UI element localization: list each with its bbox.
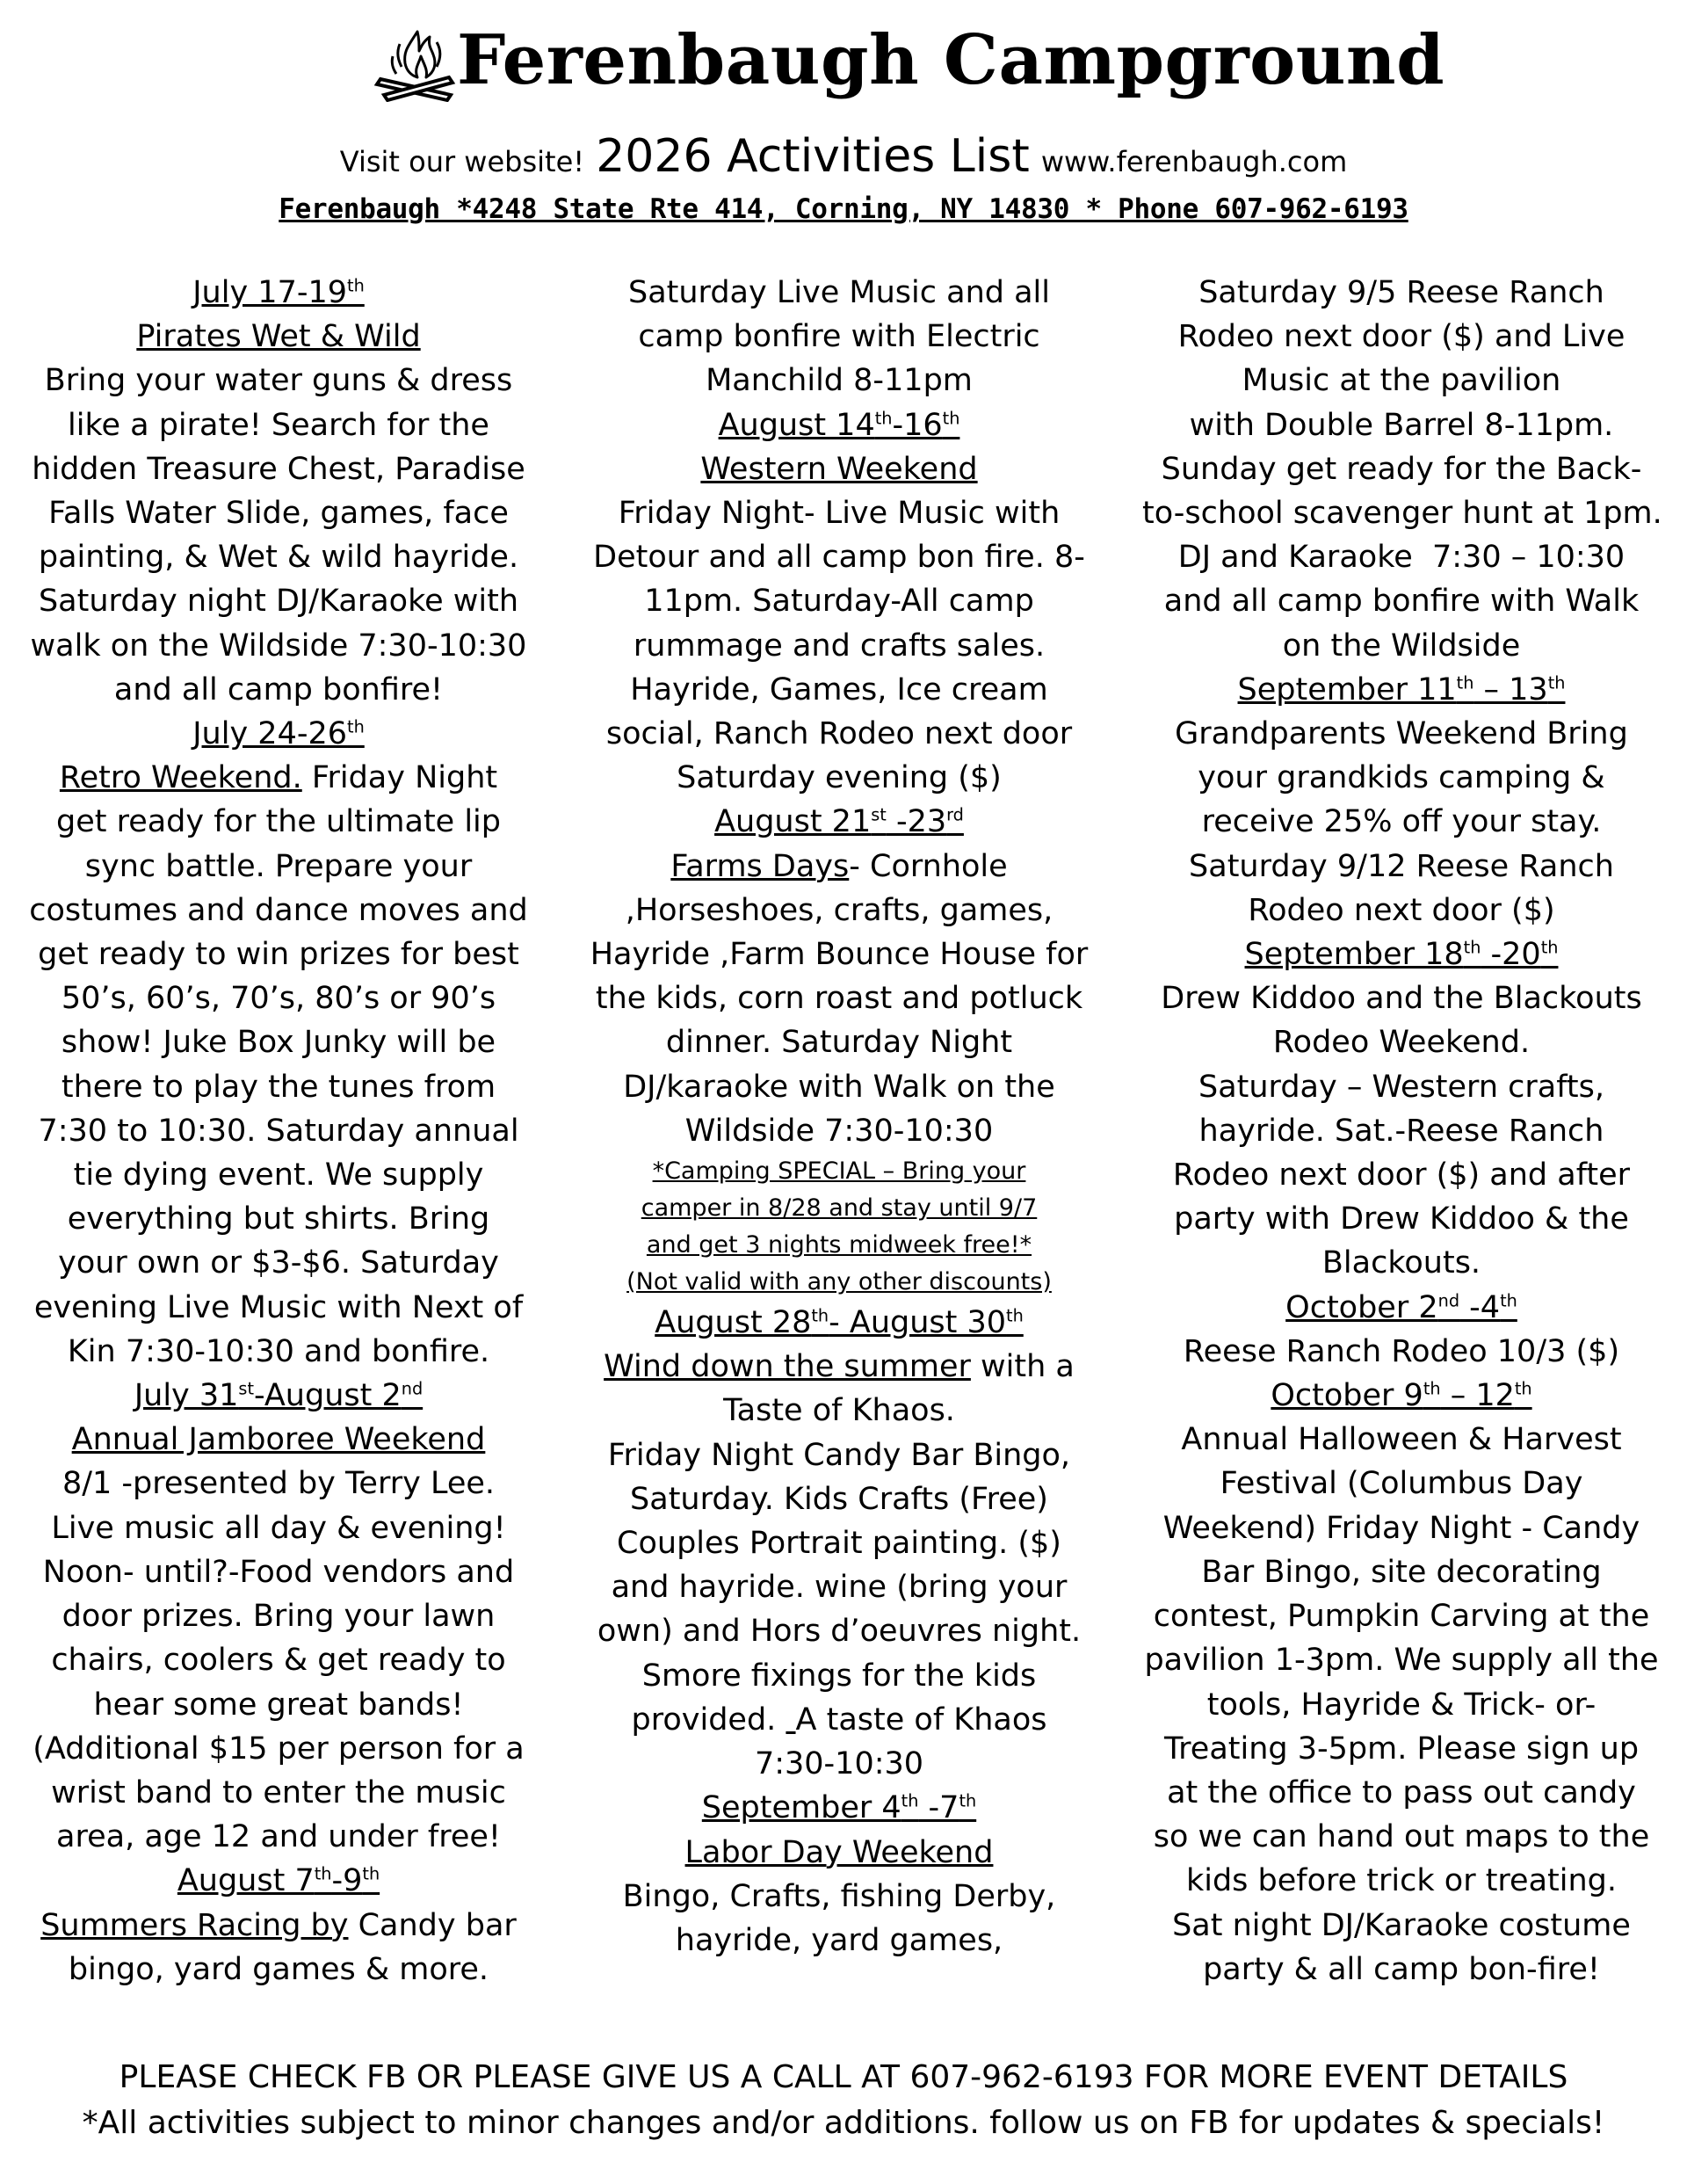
event-text: Saturday night DJ/Karaoke with [38,584,519,620]
event-title: Retro Weekend. [59,760,302,796]
events-column-1 [19,271,538,1992]
event-text: everything but shirts. Bring [67,1201,490,1237]
event-text: 8/1 -presented by Terry Lee. [62,1466,496,1502]
event-text: at the office to pass out candy [1167,1774,1636,1810]
camping-special: and get 3 nights midweek free!* [646,1231,1032,1259]
event-date: August 14th-16th [718,407,960,443]
event-date: September 4th -7th [701,1790,977,1826]
event-text: own) and Hors d’oeuvres night. [597,1614,1082,1650]
event-text: bingo, yard games & more. [68,1951,489,1987]
event-text: party & all camp bon-fire! [1203,1951,1600,1987]
event-text: Saturday Live Music and all [627,275,1051,310]
event-text: Bingo, Crafts, fishing Derby, [622,1878,1056,1914]
event-text: Bar Bingo, site decorating [1201,1554,1602,1590]
event-text: Couples Portrait painting. ($) [617,1526,1061,1562]
event-text: camp bonfire with Electric [638,319,1040,355]
event-text: Taste of Khaos. [723,1393,955,1429]
event-text: Sunday get ready for the Back- [1161,451,1642,487]
event-text: Saturday evening ($) [677,760,1002,796]
event-text: receive 25% off your stay. [1201,804,1602,840]
event-text: 11pm. Saturday-All camp [644,584,1034,620]
activities-title: 2026 Activities List [596,130,1030,183]
event-text: Wildside 7:30-10:30 [684,1113,994,1149]
event-text: the kids, corn roast and potluck [595,981,1083,1017]
event-text: DJ/karaoke with Walk on the [623,1069,1055,1105]
event-text: Friday Night Candy Bar Bingo, [607,1437,1071,1473]
event-title: Wind down the summer [604,1349,971,1385]
event-text: with Double Barrel 8-11pm. [1189,407,1614,443]
event-text: DJ and Karaoke 7:30 – 10:30 [1177,540,1625,576]
event-text: ,Horseshoes, crafts, games, [625,892,1053,928]
event-text: Smore fixings for the kids [641,1658,1037,1694]
event-text: Manchild 8-11pm [706,363,973,399]
event-text: Weekend) Friday Night - Candy [1162,1510,1640,1546]
event-text: Friday Night- Live Music with [618,496,1061,532]
event-text: your grandkids camping & [1198,760,1605,796]
event-text: painting, & Wet & wild hayride. [38,540,519,576]
event-text: Kin 7:30-10:30 and bonfire. [67,1333,490,1369]
event-text: and all camp bonfire! [113,671,444,707]
event-text: contest, Pumpkin Carving at the [1153,1599,1650,1635]
event-text: get ready for the ultimate lip [55,804,501,840]
subtitle-line [0,130,1687,183]
event-title: Labor Day Weekend [684,1834,994,1870]
event-text: Live music all day & evening! [51,1510,506,1546]
event-text: 7:30-10:30 [754,1746,924,1782]
event-text: get ready to win prizes for best [38,937,519,973]
event-text: 50’s, 60’s, 70’s, 80’s or 90’s [61,981,496,1017]
event-text: show! Juke Box Junky will be [61,1025,496,1061]
event-date: September 18th -20th [1244,937,1559,973]
event-text: pavilion 1-3pm. We supply all the [1144,1643,1659,1679]
event-text: Hayride, Games, Ice cream [630,671,1048,707]
event-text: tools, Hayride & Trick- or- [1206,1687,1596,1723]
event-text: and all camp bonfire with Walk [1163,584,1640,620]
event-text: (Additional $15 per person for a [33,1731,525,1767]
event-text: to-school scavenger hunt at 1pm. [1142,496,1662,532]
event-text: Treating 3-5pm. Please sign up [1163,1731,1640,1767]
page-title: Ferenbaugh Campground [457,20,1445,100]
event-text: Rodeo Weekend. [1272,1025,1531,1061]
event-text: area, age 12 and under free! [56,1819,501,1855]
event-title: Summers Racing by [40,1907,349,1943]
event-text: 7:30 to 10:30. Saturday annual [38,1113,519,1149]
event-text: Summers Racing by Candy bar [40,1907,517,1943]
event-text: sync battle. Prepare your [84,848,473,884]
event-text: chairs, coolers & get ready to [51,1643,506,1679]
event-text: Rodeo next door ($) and Live [1177,319,1625,355]
events-column-2 [580,271,1098,1963]
page-header [0,0,1687,237]
event-text: Grandparents Weekend Bring [1175,716,1628,752]
event-text: Annual Halloween & Harvest [1181,1422,1622,1458]
event-text: hayride, yard games, [675,1922,1003,1958]
event-text: Saturday. Kids Crafts (Free) [630,1481,1048,1517]
event-date: September 11th – 13th [1237,671,1566,707]
event-title: Western Weekend [700,451,978,487]
event-text: there to play the tunes from [61,1069,496,1105]
event-text: Blackouts. [1321,1245,1481,1281]
event-text: party with Drew Kiddoo & the [1174,1201,1629,1237]
event-title: Farms Days [670,848,850,884]
event-text: Music at the pavilion [1242,363,1561,399]
website-link[interactable]: www.ferenbaugh.com [1040,145,1348,178]
event-text: like a pirate! Search for the [68,407,489,443]
visit-text: Visit our website! [339,145,585,178]
event-date: July 17-19th [192,275,365,310]
event-text: hear some great bands! [93,1687,464,1723]
event-text: and hayride. wine (bring your [611,1570,1068,1606]
event-text: Bring your water guns & dress [44,363,513,399]
event-text: Farms Days- Cornhole [670,848,1008,884]
event-text: social, Ranch Rodeo next door [605,716,1073,752]
event-text: Drew Kiddoo and the Blackouts [1161,981,1642,1017]
event-text: so we can hand out maps to the [1153,1819,1650,1855]
event-text: Saturday 9/5 Reese Ranch [1198,275,1604,310]
event-text: wrist band to enter the music [51,1774,506,1810]
event-text: Festival (Columbus Day [1220,1466,1583,1502]
event-date: July 24-26th [192,716,365,752]
event-text: Wind down the summer with a [604,1349,1075,1385]
events-column-3 [1142,271,1661,1992]
event-text: Falls Water Slide, games, face [48,496,509,532]
event-text: Hayride ,Farm Bounce House for [590,937,1089,973]
event-title: Annual Jamboree Weekend [71,1422,486,1458]
event-text: evening Live Music with Next of [33,1289,524,1325]
event-text: rummage and crafts sales. [633,628,1046,664]
camping-special: *Camping SPECIAL – Bring your [652,1157,1026,1186]
event-text: tie dying event. We supply [73,1157,484,1194]
event-date: October 9th – 12th [1271,1378,1532,1414]
event-text: Rodeo next door ($) and after [1172,1157,1631,1194]
event-text: provided. A taste of Khaos [631,1701,1047,1738]
event-text: door prizes. Bring your lawn [62,1599,496,1635]
event-text: kids before trick or treating. [1185,1863,1618,1899]
footer-disclaimer-line: *All activities subject to minor changes and/or additions. follow us on FB for updates & specials! [82,2105,1605,2141]
event-date: August 28th- August 30th [655,1305,1024,1341]
event-text: Rodeo next door ($) [1248,892,1555,928]
event-date: October 2nd -4th [1285,1289,1517,1325]
event-text: Detour and all camp bon fire. 8- [593,540,1085,576]
event-text: Saturday 9/12 Reese Ranch [1189,848,1614,884]
event-title: Pirates Wet & Wild [136,319,421,355]
event-text: hayride. Sat.-Reese Ranch [1198,1113,1604,1149]
event-text: costumes and dance moves and [29,892,528,928]
camping-special: (Not valid with any other discounts) [626,1268,1052,1296]
event-text: Retro Weekend. Friday Night [59,760,498,796]
event-date: August 21st -23rd [714,804,964,840]
event-text: your own or $3-$6. Saturday [58,1245,499,1281]
footer-contact-line: PLEASE CHECK FB OR PLEASE GIVE US A CALL AT 607-962-6193 FOR MORE EVENT DETAILS [119,2059,1568,2095]
event-date: July 31st-August 2nd [134,1378,424,1414]
event-text: walk on the Wildside 7:30-10:30 [30,628,527,664]
event-text: hidden Treasure Chest, Paradise [32,451,525,487]
event-text: on the Wildside [1282,628,1521,664]
event-text: dinner. Saturday Night [665,1025,1013,1061]
event-text: Noon- until?-Food vendors and [42,1554,515,1590]
address-line: Ferenbaugh *4248 State Rte 414, Corning, NY 14830 * Phone 607-962-6193 [279,193,1408,225]
camping-special: camper in 8/28 and stay until 9/7 [641,1194,1038,1223]
event-text: Sat night DJ/Karaoke costume [1172,1907,1631,1943]
page-footer [0,2055,1687,2146]
event-text: Reese Ranch Rodeo 10/3 ($) [1183,1333,1620,1369]
event-date: August 7th-9th [177,1863,380,1899]
event-text: Saturday – Western crafts, [1198,1069,1604,1105]
campfire-icon [373,25,461,102]
